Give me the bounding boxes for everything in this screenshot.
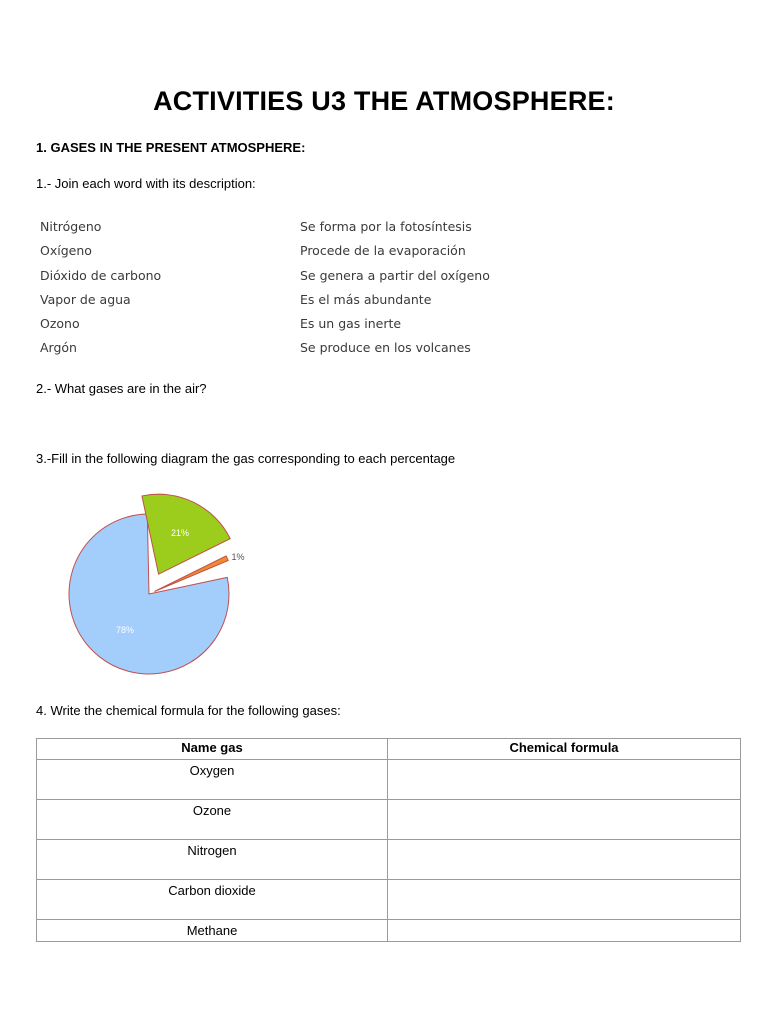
formula-cell[interactable] bbox=[388, 760, 741, 800]
matching-exercise bbox=[36, 210, 496, 362]
match-word: Argón bbox=[40, 340, 77, 356]
formula-cell[interactable] bbox=[388, 920, 741, 942]
table-header-row bbox=[37, 739, 741, 760]
match-description: Procede de la evaporación bbox=[300, 243, 466, 259]
gas-name: Oxygen bbox=[37, 760, 388, 800]
header-chemical-formula: Chemical formula bbox=[388, 739, 741, 760]
gas-name: Methane bbox=[37, 920, 388, 942]
section-heading: 1. GASES IN THE PRESENT ATMOSPHERE: bbox=[36, 140, 306, 155]
match-word: Nitrógeno bbox=[40, 219, 102, 234]
worksheet-title: ACTIVITIES U3 THE ATMOSPHERE: bbox=[153, 86, 615, 116]
gas-name: Ozone bbox=[37, 800, 388, 840]
formula-cell[interactable] bbox=[388, 880, 741, 920]
formula-cell[interactable] bbox=[388, 800, 741, 840]
table-row bbox=[37, 800, 741, 840]
question-1: 1.- Join each word with its description: bbox=[36, 176, 256, 191]
question-3: 3.-Fill in the following diagram the gas corresponding to each percentage bbox=[36, 451, 456, 466]
question-4: 4. Write the chemical formula for the following gases: bbox=[36, 703, 341, 718]
table-row bbox=[37, 840, 741, 880]
matching-words bbox=[40, 218, 161, 364]
question-2: 2.- What gases are in the air? bbox=[36, 381, 207, 396]
pie-chart bbox=[60, 492, 260, 677]
match-description: Se genera a partir del oxígeno bbox=[300, 267, 490, 283]
pie-slice-label: 21% bbox=[170, 528, 190, 538]
table-row bbox=[37, 880, 741, 920]
gas-formula-table bbox=[36, 738, 741, 942]
formula-cell[interactable] bbox=[388, 840, 741, 880]
match-word: Dióxido de carbono bbox=[40, 267, 162, 283]
match-word: Vapor de agua bbox=[40, 291, 131, 307]
matching-descriptions bbox=[300, 218, 490, 364]
table-row bbox=[37, 760, 741, 800]
match-description: Se produce en los volcanes bbox=[300, 340, 471, 356]
match-word: Oxígeno bbox=[40, 243, 92, 259]
match-description: Se forma por la fotosíntesis bbox=[300, 219, 472, 234]
header-name-gas: Name gas bbox=[37, 739, 388, 760]
match-description: Es un gas inerte bbox=[300, 316, 402, 332]
pie-slice-label: 78% bbox=[115, 625, 135, 635]
match-description: Es el más abundante bbox=[300, 291, 432, 307]
table-row bbox=[37, 920, 741, 942]
match-word: Ozono bbox=[40, 316, 80, 332]
gas-name: Nitrogen bbox=[37, 840, 388, 880]
pie-slice-label: 1% bbox=[231, 552, 245, 562]
pie-chart-svg bbox=[60, 492, 260, 677]
gas-name: Carbon dioxide bbox=[37, 880, 388, 920]
